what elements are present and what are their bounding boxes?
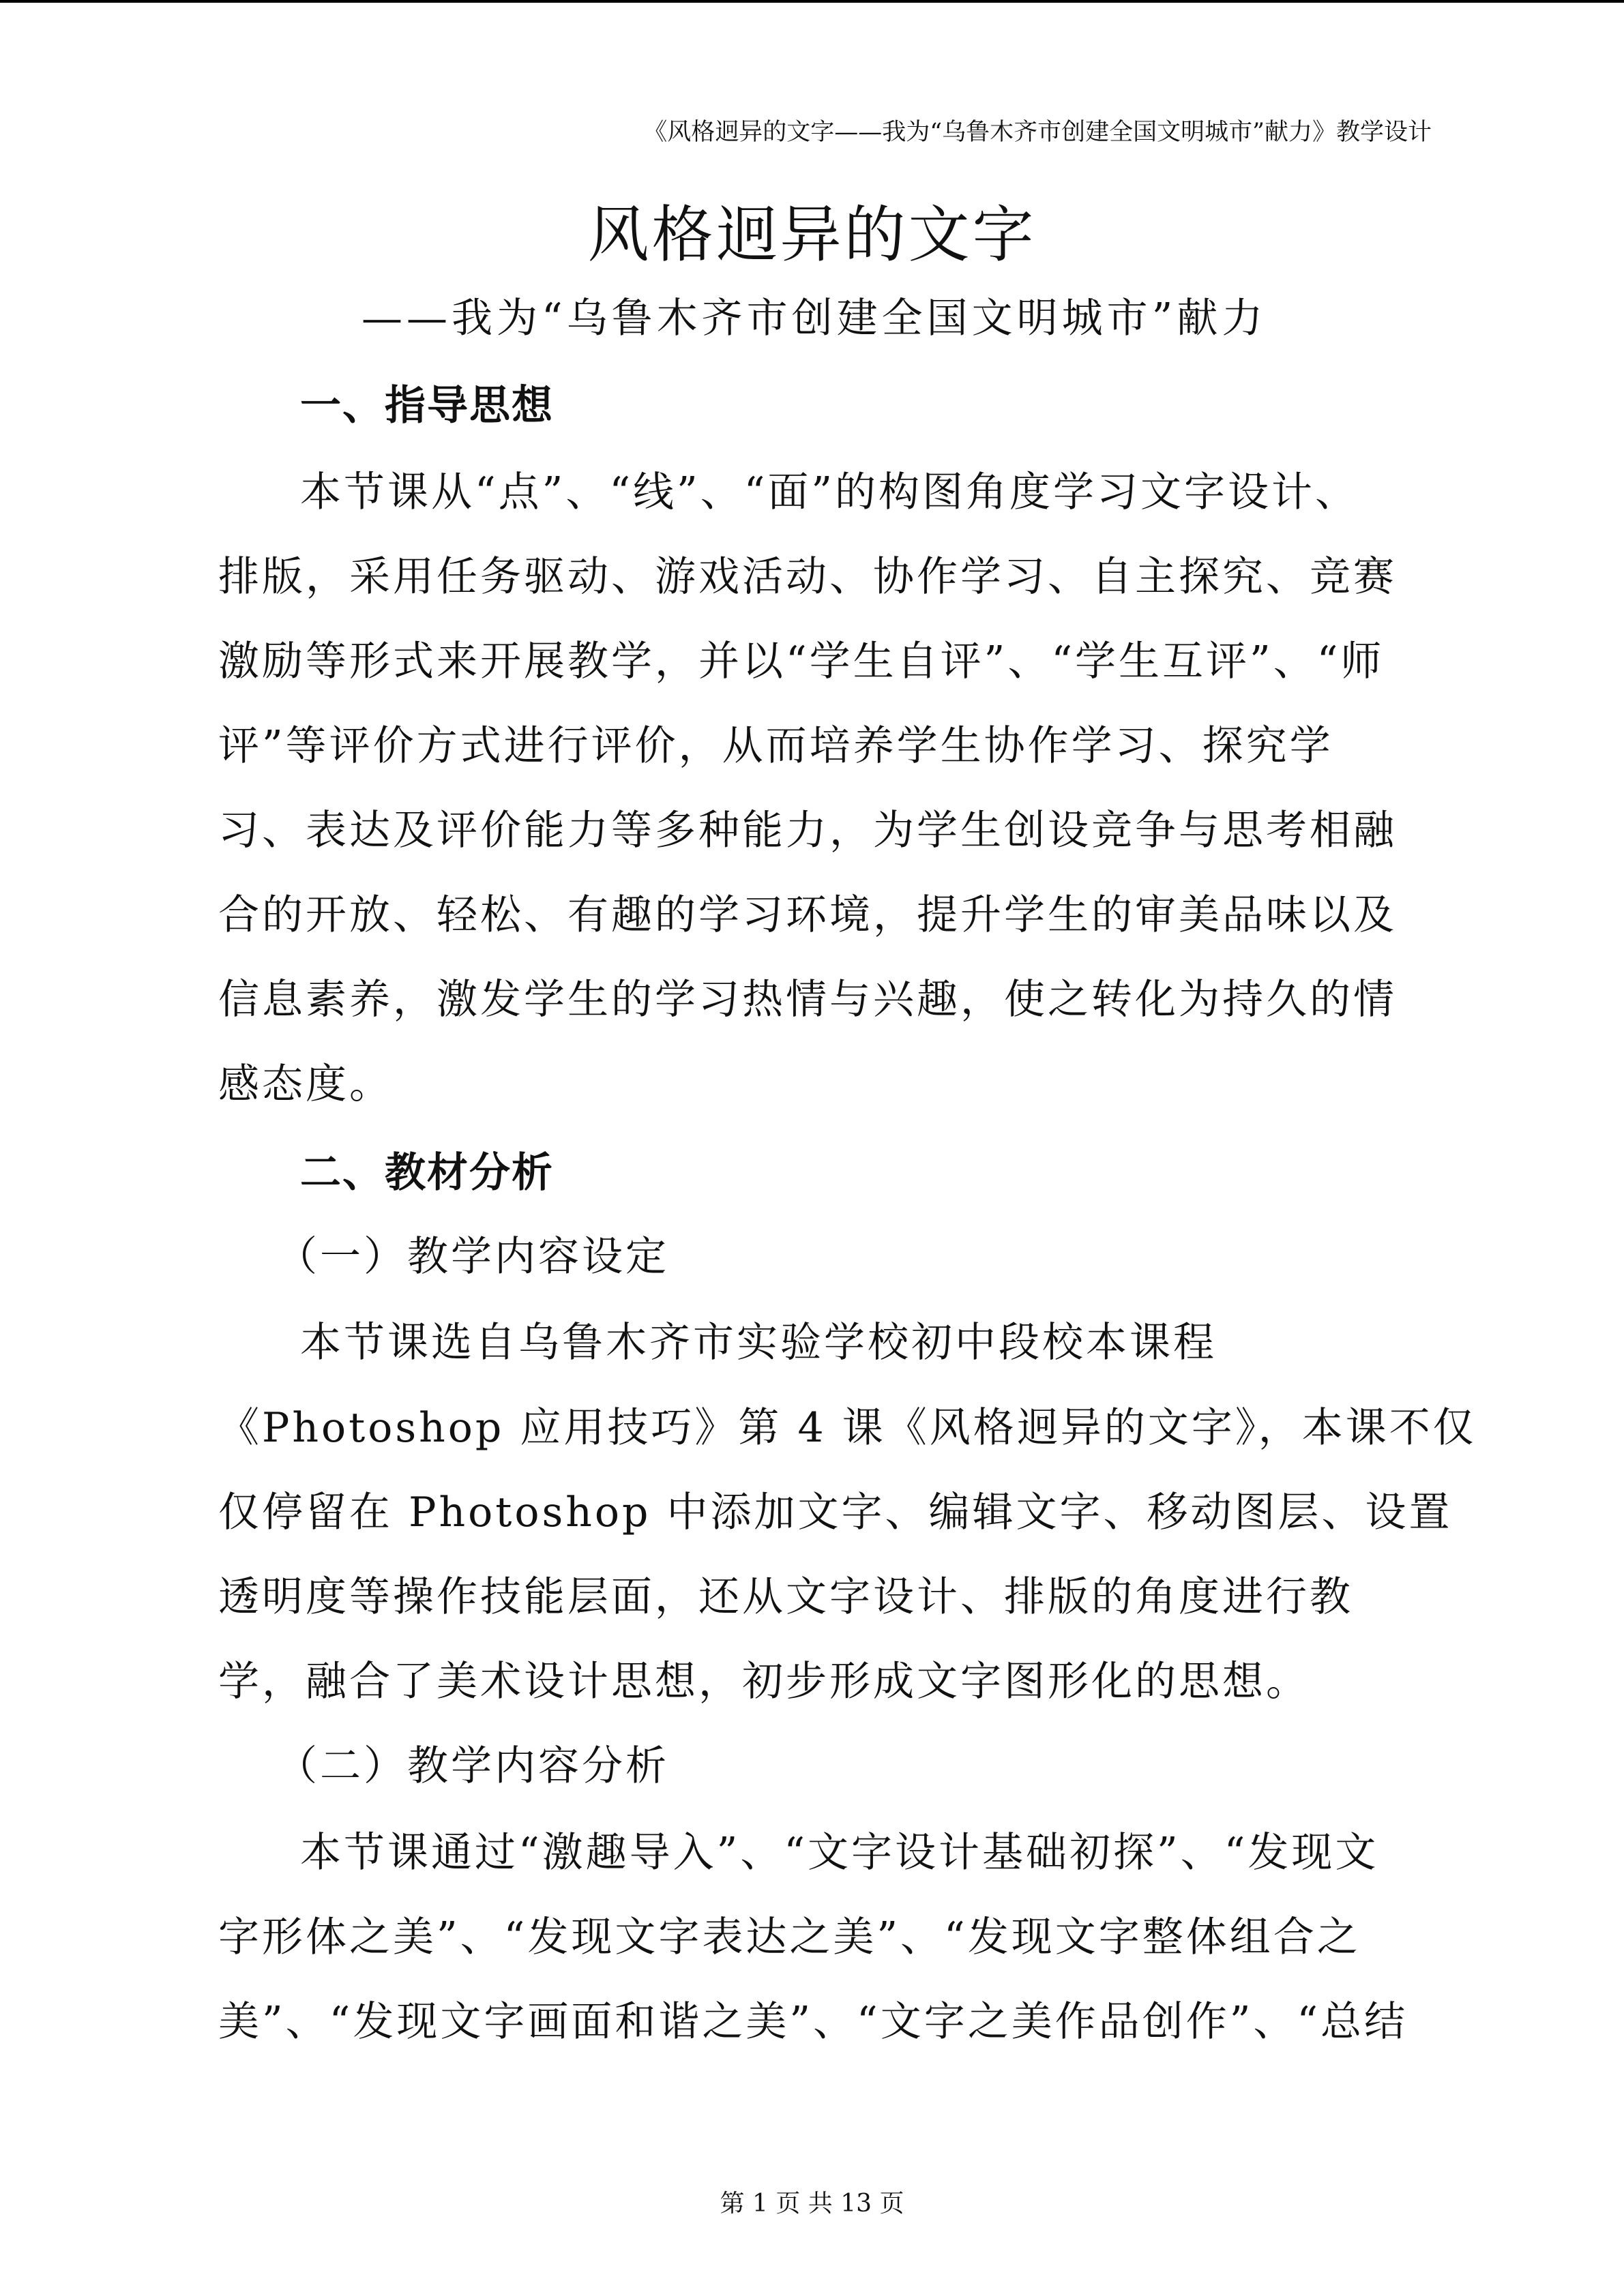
paragraph-line: 本节课通过“激趣导入”、“文字设计基础初探”、“发现文: [300, 1829, 1379, 1877]
paragraph-line: 美”、“发现文字画面和谐之美”、“文字之美作品创作”、“总结: [218, 1998, 1408, 2046]
section-heading-textbook-analysis: 二、教材分析: [300, 1149, 554, 1197]
paragraph-line: 激励等形式来开展教学，并以“学生自评”、“学生互评”、“师: [218, 638, 1385, 685]
subsection-heading-content-analysis: （二）教学内容分析: [276, 1742, 669, 1790]
paragraph-line: 感态度。: [218, 1060, 393, 1108]
subsection-heading-content-setting: （一）教学内容设定: [276, 1233, 669, 1281]
top-border-rule: [0, 0, 1624, 3]
section-heading-guiding-ideology: 一、指导思想: [300, 382, 554, 430]
running-header: 《风格迥异的文字——我为“乌鲁木齐市创建全国文明城市”献力》教学设计: [643, 119, 1432, 146]
paragraph-line: 学，融合了美术设计思想，初步形成文字图形化的思想。: [218, 1658, 1310, 1705]
paragraph-line: 信息素养，激发学生的学习热情与兴趣，使之转化为持久的情: [218, 976, 1397, 1024]
paragraph-line: 习、表达及评价能力等多种能力，为学生创设竞争与思考相融: [218, 807, 1397, 854]
paragraph-line: 仅停留在 Photoshop 中添加文字、编辑文字、移动图层、设置: [218, 1489, 1453, 1536]
document-subtitle: ——我为“乌鲁木齐市创建全国文明城市”献力: [361, 295, 1267, 342]
paragraph-line: 《Photoshop 应用技巧》第 4 课《风格迥异的文字》，本课不仅: [218, 1404, 1477, 1452]
paragraph-line: 字形体之美”、“发现文字表达之美”、“发现文字整体组合之: [218, 1913, 1361, 1961]
paragraph-line: 本节课从“点”、“线”、“面”的构图角度学习文字设计、: [300, 468, 1359, 516]
paragraph-line: 本节课选自乌鲁木齐市实验学校初中段校本课程: [300, 1319, 1217, 1367]
document-title: 风格迥异的文字: [587, 199, 1037, 271]
paragraph-line: 透明度等操作技能层面，还从文字设计、排版的角度进行教: [218, 1573, 1353, 1621]
paragraph-line: 合的开放、轻松、有趣的学习环境，提升学生的审美品味以及: [218, 891, 1397, 939]
page-number-footer: 第 1 页 共 13 页: [720, 2190, 904, 2218]
paragraph-line: 排版，采用任务驱动、游戏活动、协作学习、自主探究、竞赛: [218, 553, 1397, 601]
paragraph-line: 评”等评价方式进行评价，从而培养学生协作学习、探究学: [218, 722, 1333, 770]
